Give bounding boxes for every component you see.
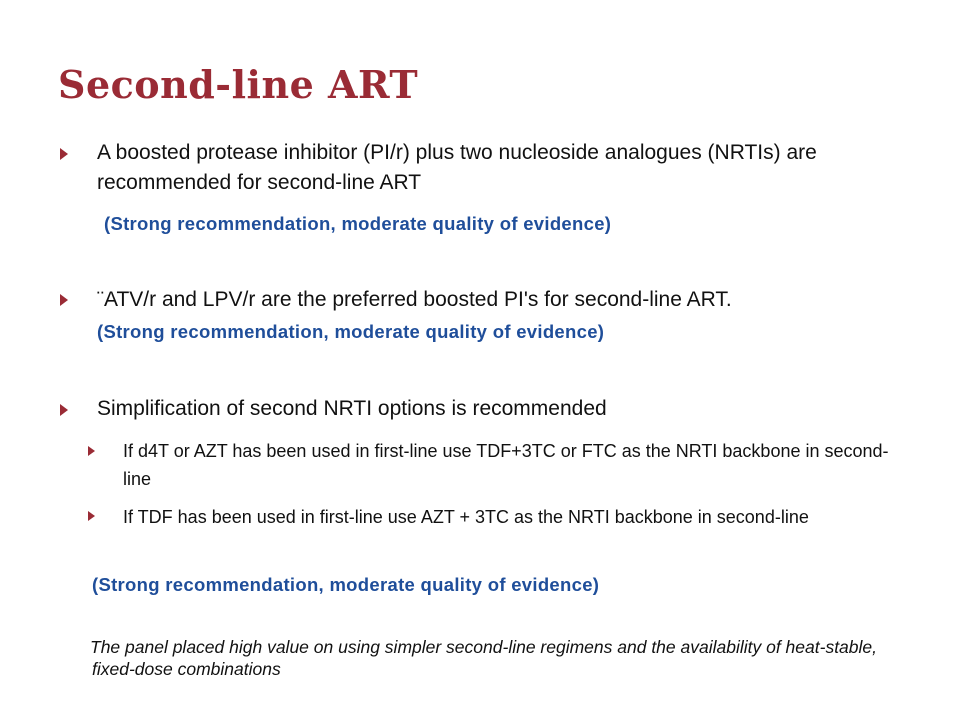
panel-note: The panel placed high value on using simpler second-line regimens and the availability of heat-stable, fixed-dose combinations (90, 637, 878, 679)
sub-bullet-arrow-icon (88, 446, 95, 456)
bullet-arrow-icon (60, 294, 68, 306)
bullet-3-text: Simplification of second NRTI options is recommended (97, 397, 607, 420)
bullet-1-text: A boosted protease inhibitor (PI/r) plus two nucleoside analogues (NRTIs) are recommended for second-line ART (97, 141, 817, 194)
bullet-2-text: ¨ATV/r and LPV/r are the preferred boosted PI's for second-line ART. (97, 288, 732, 311)
bullet-arrow-icon (60, 404, 68, 416)
sub-bullet-1-text: If d4T or AZT has been used in first-line use TDF+3TC or FTC as the NRTI backbone in second-line (123, 441, 889, 489)
slide-title: Second-line ART (58, 62, 419, 107)
recommendation-3: (Strong recommendation, moderate quality of evidence) (92, 574, 600, 595)
recommendation-1: (Strong recommendation, moderate quality of evidence) (104, 213, 612, 234)
sub-bullet-arrow-icon (88, 511, 95, 521)
bullet-arrow-icon (60, 148, 68, 160)
sub-bullet-2-text: If TDF has been used in first-line use AZT + 3TC as the NRTI backbone in second-line (123, 507, 809, 527)
recommendation-2: (Strong recommendation, moderate quality of evidence) (97, 321, 605, 342)
